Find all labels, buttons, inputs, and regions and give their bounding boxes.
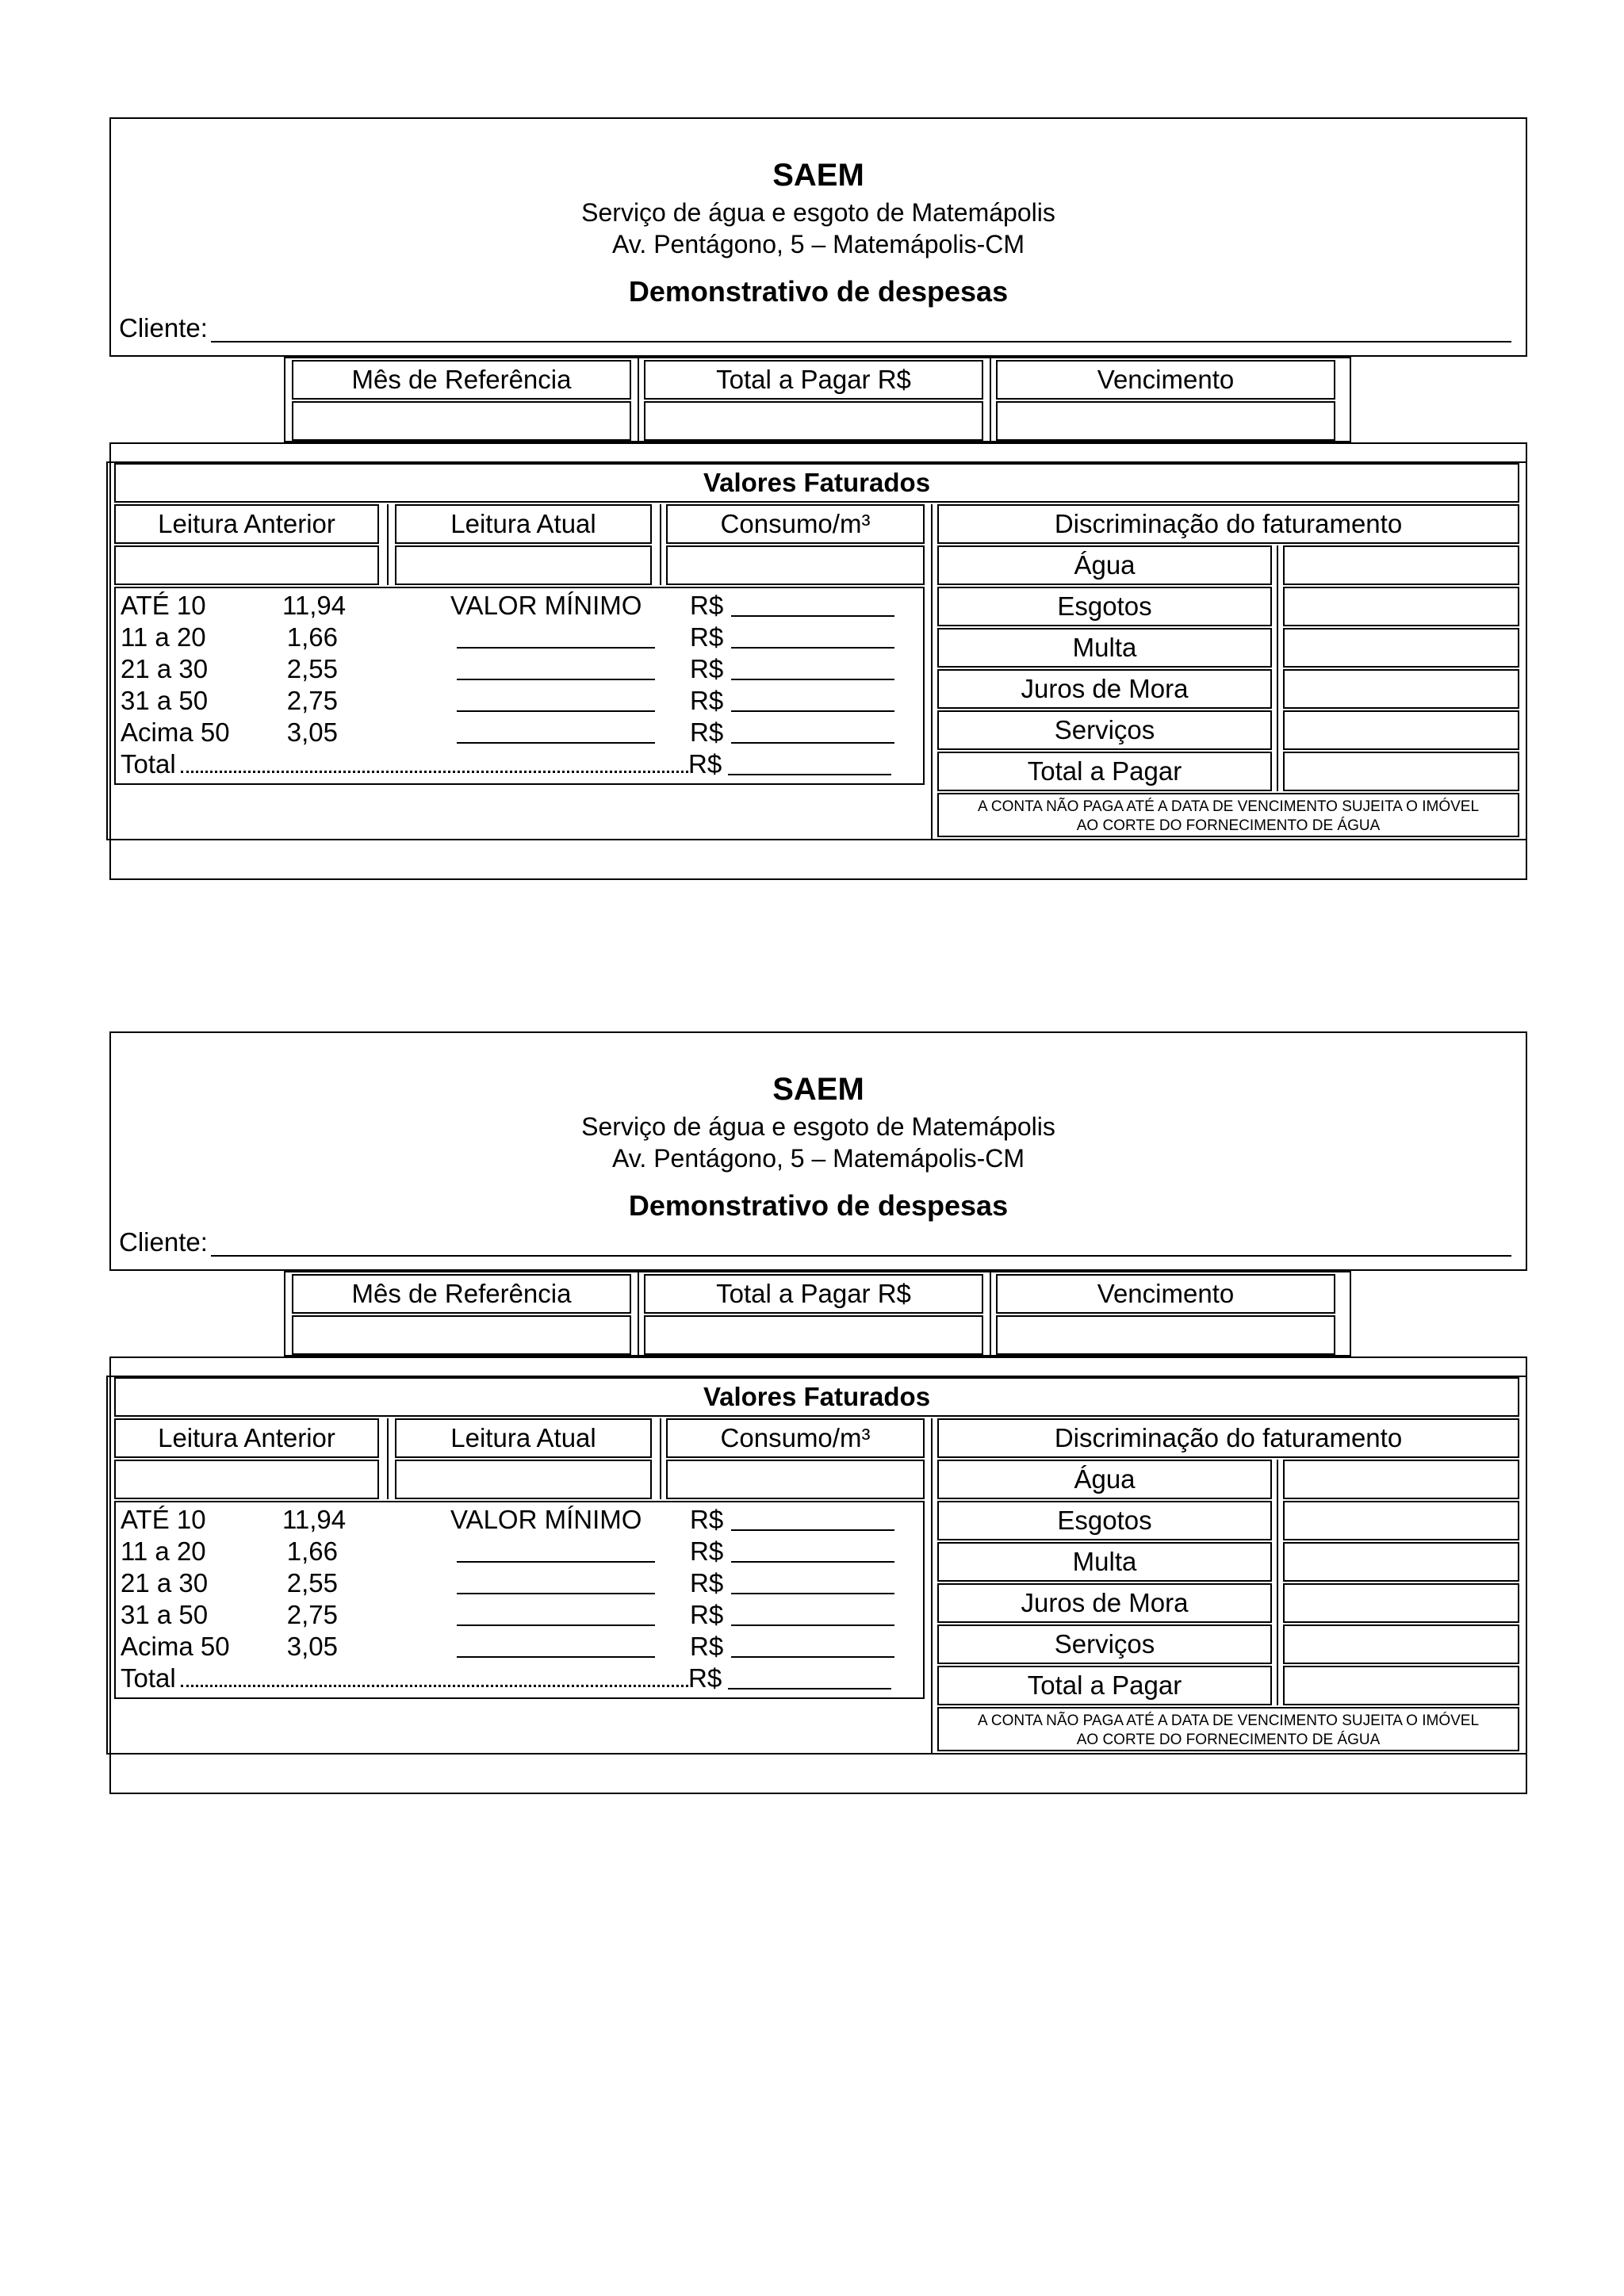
rate-currency: R$	[690, 1632, 724, 1661]
rate-range: 31 a 50	[121, 686, 209, 715]
item-value[interactable]	[1283, 752, 1519, 791]
rate-amount-line[interactable]	[731, 1561, 894, 1563]
rate-consumption-line[interactable]	[457, 1624, 655, 1626]
warning-box	[937, 1707, 1519, 1751]
rate-amount-line[interactable]	[731, 679, 894, 680]
water-bill-2	[0, 914, 1624, 1748]
rate-currency: R$	[690, 1536, 724, 1566]
column-divider	[931, 504, 933, 840]
item-label: Total a Pagar	[937, 1666, 1272, 1705]
total-value[interactable]	[644, 401, 983, 441]
org-name: SAEM	[772, 1072, 864, 1107]
rate-price: 2,55	[286, 654, 338, 683]
rate-price: 2,75	[286, 1600, 338, 1629]
item-label: Serviços	[937, 710, 1272, 750]
rate-amount-line[interactable]	[731, 710, 894, 712]
col-curr-header: Leitura Atual	[395, 504, 652, 544]
rate-price: 3,05	[286, 1632, 338, 1661]
org-full-name: Serviço de água e esgoto de Matemápolis	[581, 1112, 1055, 1141]
total-currency: R$	[688, 749, 722, 779]
doc-title: Demonstrativo de despesas	[628, 1189, 1009, 1222]
rate-range: Acima 50	[121, 1632, 230, 1661]
warning-line-2: AO CORTE DO FORNECIMENTO DE ÁGUA	[1076, 817, 1381, 834]
item-divider	[1277, 1460, 1278, 1705]
column-divider	[660, 504, 661, 585]
rate-amount-line[interactable]	[731, 742, 894, 744]
rate-price: 11,94	[282, 1505, 347, 1534]
rate-range: 11 a 20	[121, 1536, 206, 1566]
rate-amount-line[interactable]	[731, 647, 894, 649]
column-divider	[387, 1418, 389, 1499]
column-divider	[660, 1418, 661, 1499]
item-value[interactable]	[1283, 628, 1519, 668]
summary-box	[284, 357, 1351, 442]
month-value[interactable]	[292, 1315, 631, 1355]
item-label: Esgotos	[937, 1501, 1272, 1540]
rate-price: 2,75	[286, 686, 338, 715]
col-cons-value[interactable]	[666, 1460, 925, 1499]
rate-consumption-line[interactable]	[457, 647, 655, 649]
due-header: Vencimento	[996, 360, 1335, 400]
client-label: Cliente:	[119, 1227, 208, 1257]
total-amount-line[interactable]	[728, 1688, 891, 1689]
summary-divider	[990, 1272, 991, 1355]
warning-box	[937, 793, 1519, 837]
item-value[interactable]	[1283, 1666, 1519, 1705]
item-label: Água	[937, 1460, 1272, 1499]
rate-currency: R$	[690, 718, 724, 747]
rate-consumption-line[interactable]	[457, 679, 655, 680]
due-value[interactable]	[996, 401, 1335, 441]
item-value[interactable]	[1283, 710, 1519, 750]
client-input-line[interactable]	[211, 1255, 1511, 1257]
rate-table	[114, 587, 925, 785]
rate-currency: R$	[690, 1600, 724, 1629]
item-value[interactable]	[1283, 1624, 1519, 1664]
org-address: Av. Pentágono, 5 – Matemápolis-CM	[612, 1144, 1025, 1173]
rate-currency: R$	[690, 622, 724, 652]
rate-range: 21 a 30	[121, 654, 209, 683]
total-dot-leader	[181, 1685, 688, 1687]
client-input-line[interactable]	[211, 341, 1511, 342]
org-address: Av. Pentágono, 5 – Matemápolis-CM	[612, 230, 1025, 258]
col-cons-value[interactable]	[666, 545, 925, 585]
billing-section-title: Valores Faturados	[114, 1377, 1519, 1417]
total-label: Total	[121, 1663, 176, 1693]
total-dot-leader	[181, 771, 688, 773]
total-label: Total	[121, 749, 176, 779]
col-cons-header: Consumo/m³	[666, 1418, 925, 1458]
rate-table	[114, 1501, 925, 1699]
rate-amount-line[interactable]	[731, 1656, 894, 1658]
warning-line-2: AO CORTE DO FORNECIMENTO DE ÁGUA	[1076, 1732, 1381, 1748]
client-label: Cliente:	[119, 313, 208, 342]
rate-price: 1,66	[286, 622, 338, 652]
billing-section-title: Valores Faturados	[114, 463, 1519, 503]
rate-range: Acima 50	[121, 718, 230, 747]
summary-divider	[638, 358, 639, 441]
water-bill-1	[0, 0, 1624, 834]
month-header: Mês de Referência	[292, 1274, 631, 1314]
header-box	[109, 1031, 1527, 1271]
rate-description: VALOR MÍNIMO	[450, 591, 642, 620]
total-currency: R$	[688, 1663, 722, 1693]
org-full-name: Serviço de água e esgoto de Matemápolis	[581, 198, 1055, 227]
item-divider	[1277, 545, 1278, 791]
col-disc-header: Discriminação do faturamento	[937, 504, 1519, 544]
col-cons-header: Consumo/m³	[666, 504, 925, 544]
rate-range: ATÉ 10	[121, 591, 206, 620]
rate-amount-line[interactable]	[731, 1593, 894, 1594]
doc-title: Demonstrativo de despesas	[628, 275, 1009, 308]
item-value[interactable]	[1283, 669, 1519, 709]
col-prev-value[interactable]	[114, 545, 379, 585]
rate-amount-line[interactable]	[731, 615, 894, 617]
col-curr-value[interactable]	[395, 545, 652, 585]
rate-price: 3,05	[286, 718, 338, 747]
summary-divider	[990, 358, 991, 441]
col-prev-value[interactable]	[114, 1460, 379, 1499]
item-label: Água	[937, 545, 1272, 585]
col-curr-header: Leitura Atual	[395, 1418, 652, 1458]
rate-range: 31 a 50	[121, 1600, 209, 1629]
rate-range: 21 a 30	[121, 1568, 209, 1598]
rate-price: 11,94	[282, 591, 347, 620]
item-label: Multa	[937, 628, 1272, 668]
warning-line-1: A CONTA NÃO PAGA ATÉ A DATA DE VENCIMENTO SUJEITA O IMÓVEL	[977, 1712, 1480, 1729]
rate-amount-line[interactable]	[731, 1624, 894, 1626]
col-prev-header: Leitura Anterior	[114, 504, 379, 544]
month-value[interactable]	[292, 401, 631, 441]
item-value[interactable]	[1283, 545, 1519, 585]
column-divider	[931, 1418, 933, 1755]
due-value[interactable]	[996, 1315, 1335, 1355]
item-value[interactable]	[1283, 587, 1519, 626]
rate-currency: R$	[690, 1505, 724, 1534]
rate-range: ATÉ 10	[121, 1505, 206, 1534]
rate-consumption-line[interactable]	[457, 1561, 655, 1563]
col-curr-value[interactable]	[395, 1460, 652, 1499]
total-value[interactable]	[644, 1315, 983, 1355]
org-name: SAEM	[772, 158, 864, 193]
rate-currency: R$	[690, 591, 724, 620]
item-value[interactable]	[1283, 1542, 1519, 1582]
item-label: Juros de Mora	[937, 1583, 1272, 1623]
rate-currency: R$	[690, 1568, 724, 1598]
item-label: Multa	[937, 1542, 1272, 1582]
rate-range: 11 a 20	[121, 622, 206, 652]
col-disc-header: Discriminação do faturamento	[937, 1418, 1519, 1458]
rate-consumption-line[interactable]	[457, 1656, 655, 1658]
rate-price: 1,66	[286, 1536, 338, 1566]
item-value[interactable]	[1283, 1460, 1519, 1499]
total-header: Total a Pagar R$	[644, 360, 983, 400]
summary-box	[284, 1271, 1351, 1357]
item-label: Esgotos	[937, 587, 1272, 626]
total-header: Total a Pagar R$	[644, 1274, 983, 1314]
rate-description: VALOR MÍNIMO	[450, 1505, 642, 1534]
total-amount-line[interactable]	[728, 774, 891, 775]
rate-consumption-line[interactable]	[457, 742, 655, 744]
column-divider	[387, 504, 389, 585]
item-label: Total a Pagar	[937, 752, 1272, 791]
item-value[interactable]	[1283, 1501, 1519, 1540]
rate-consumption-line[interactable]	[457, 1593, 655, 1594]
rate-currency: R$	[690, 654, 724, 683]
rate-currency: R$	[690, 686, 724, 715]
month-header: Mês de Referência	[292, 360, 631, 400]
rate-amount-line[interactable]	[731, 1529, 894, 1531]
col-prev-header: Leitura Anterior	[114, 1418, 379, 1458]
summary-divider	[638, 1272, 639, 1355]
rate-price: 2,55	[286, 1568, 338, 1598]
due-header: Vencimento	[996, 1274, 1335, 1314]
header-box	[109, 117, 1527, 357]
item-value[interactable]	[1283, 1583, 1519, 1623]
rate-consumption-line[interactable]	[457, 710, 655, 712]
item-label: Serviços	[937, 1624, 1272, 1664]
warning-line-1: A CONTA NÃO PAGA ATÉ A DATA DE VENCIMENTO SUJEITA O IMÓVEL	[977, 798, 1480, 815]
item-label: Juros de Mora	[937, 669, 1272, 709]
